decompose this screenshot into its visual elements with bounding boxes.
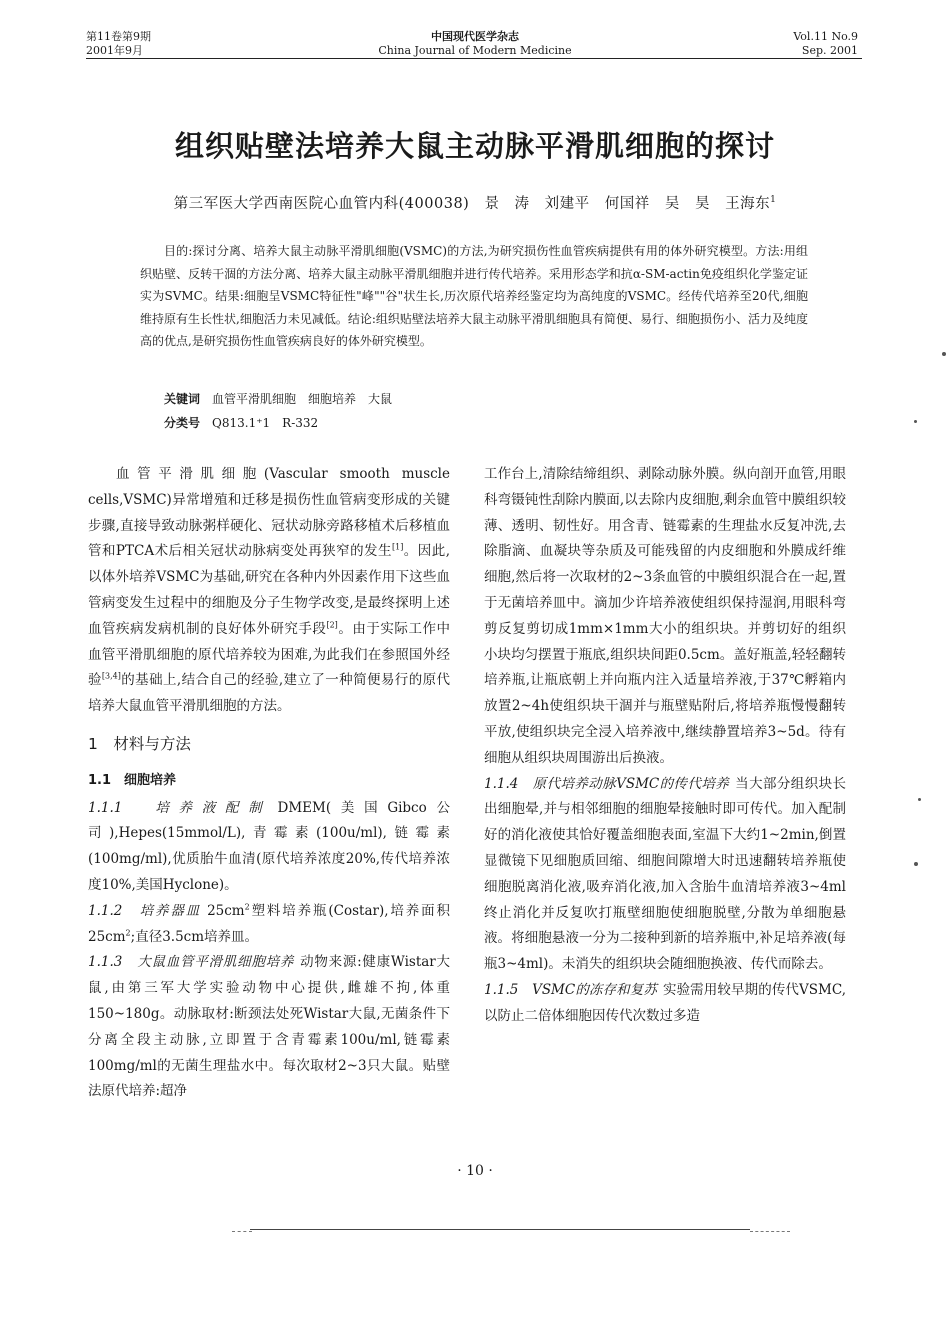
paragraph-continued: 工作台上,清除结缔组织、剥除动脉外膜。纵向剖开血管,用眼科弯镊钝性刮除内膜面,以去除内皮细胞,剩余血管中膜组织较薄、透明、韧性好。用含青、链霉素的生理盐水反复冲洗,去除脂滴、血凝块等杂质及可能残留的内皮细胞和外膜成纤维细胞,然后将一次取材的2~3条血管的中膜组织混合在一起,置于无菌培养皿中。滴加少许培养液使组织保持湿润,用眼科弯剪反复剪切成1mm×1mm大小的组织块。并剪切好的组织小块均匀摆置于瓶底,组织块间距0.5cm。盖好瓶盖,轻轻翻转培养瓶,让瓶底朝上并向瓶内注入适量培养液,于37℃孵箱内放置2~4h使组织块干涸并与瓶壁贴附后,将培养瓶慢慢翻转平放,使组织块完全浸入培养液中,继续静置培养3~5d。待有细胞从组织块周围游出后换液。	[484, 466, 846, 766]
paragraph-1-1-1: 1.1.1 培养液配制 DMEM(美国Gibco公司),Hepes(15mmol/L),青霉素(100u/ml),链霉素(100mg/ml),优质胎牛血清(原代培养浓度20%,传代培养浓度10%,美国Hyclone)。	[88, 799, 450, 893]
footer-dash-left	[232, 1231, 252, 1232]
paragraph-1-1-4-heading: 1.1.4 原代培养动脉VSMC的传代培养	[484, 775, 730, 792]
paragraph-1-1-2-heading: 1.1.2 培养器皿	[88, 902, 202, 919]
paragraph-1-1-3: 1.1.3 大鼠血管平滑肌细胞培养 动物来源:健康Wistar大鼠,由第三军大学实验动物中心提供,雌雄不拘,体重150~180g。动脉取材:断颈法处死Wistar大鼠,无菌条件下分离全段主动脉,立即置于含青霉素100u/ml,链霉素100mg/ml的无菌生理盐水中。每次取材2~3只大鼠。贴壁法原代培养:超净	[88, 954, 450, 1100]
citation-3-4: [3,4]	[101, 671, 121, 681]
section-heading-1: 1 材料与方法	[88, 734, 191, 753]
scan-speck	[942, 352, 946, 356]
left-column	[88, 462, 450, 1105]
citation-1: [1]	[392, 542, 404, 552]
paragraph-1-1-1-heading: 1.1.1 培养液配制	[88, 799, 272, 816]
citation-2: [2]	[326, 620, 338, 630]
author-superscript: 1	[770, 195, 777, 206]
authors: 景 涛 刘建平 何国祥 吴 昊 王海东	[484, 196, 771, 212]
classification-number: Q813.1⁺1 R-332	[212, 416, 319, 430]
scan-speck	[914, 862, 918, 866]
page-number: · 10 ·	[457, 1163, 493, 1179]
scan-speck	[914, 420, 917, 423]
paragraph-1-1-2: 1.1.2 培养器皿 $25cm^2$塑料培养瓶(Costar),培养面积$25cm^2$;直径3.5cm培养皿。	[88, 902, 451, 945]
footer-dash-right	[750, 1231, 790, 1232]
journal-name-cn: 中国现代医学杂志	[431, 30, 519, 43]
footer-rule	[250, 1229, 750, 1230]
header-divider	[86, 58, 862, 59]
header-vol-en: Vol.11 No.9	[793, 30, 858, 43]
paragraph-1-1-3-heading: 1.1.3 大鼠血管平滑肌细胞培养	[88, 954, 295, 971]
classification-label: 分类号	[164, 416, 201, 430]
journal-name-en: China Journal of Modern Medicine	[378, 44, 572, 57]
abstract: 目的:探讨分离、培养大鼠主动脉平滑肌细胞(VSMC)的方法,为研究损伤性血管疾病提供有用的体外研究模型。方法:用组织贴壁、反转干涸的方法分离、培养大鼠主动脉平滑肌细胞并进行传代培养。采用形态学和抗α-SM-actin免疫组织化学鉴定证实为SVMC。结果:细胞呈VSMC特征性"峰""谷"状生长,历次原代培养经鉴定均为高纯度的VSMC。经传代培养至20代,细胞维持原有生长性状,细胞活力未见减低。结论:组织贴壁法培养大鼠主动脉平滑肌细胞具有简便、易行、细胞损伤小、活力及纯度高的优点,是研究损伤性血管疾病良好的体外研究模型。	[140, 244, 808, 348]
scan-speck	[918, 798, 921, 801]
paragraph-1-1-4: 1.1.4 原代培养动脉VSMC的传代培养 当大部分组织块长出细胞晕,并与相邻细胞的细胞晕接触时即可传代。加入配制好的消化液使其恰好覆盖细胞表面,室温下大约1~2min,倒置显微镜下见细胞质回缩、细胞间隙增大时迅速翻转培养瓶使细胞脱离消化液,吸弃消化液,加入含胎牛血清培养液3~4ml终止消化并反复吹打瓶壁细胞使细胞脱壁,分散为单细胞悬液。将细胞悬液一分为二接种到新的培养瓶中,补足培养液(每瓶3~4ml)。未消失的组织块会随细胞换液、传代而除去。	[484, 775, 847, 973]
header-volume-en	[793, 30, 858, 58]
intro-paragraph: 血管平滑肌细胞(Vascular smooth muscle cells,VSMC)异常增殖和迁移是损伤性血管病变形成的关键步骤,直接导致动脉粥样硬化、冠状动脉旁路移植术后移植血管和PTCA术后相关冠状动脉病变处再狭窄的发生[1]。因此,以体外培养VSMC为基础,研究在各种内外因素作用下这些血管病变发生过程中的细胞及分子生物学改变,是最终探明上述血管疾病发病机制的良好体外研究手段[2]。由于实际工作中血管平滑肌细胞的原代培养较为困难,为此我们在参照国外经验[3,4]的基础上,结合自己的经验,建立了一种简便易行的原代培养大鼠血管平滑肌细胞的方法。	[88, 466, 451, 715]
paragraph-1-1-5-heading: 1.1.5 VSMC的冻存和复苏	[484, 981, 657, 998]
header-date-en: Sep. 2001	[801, 44, 858, 57]
keywords-text: 血管平滑肌细胞 细胞培养 大鼠	[212, 392, 393, 406]
subsection-heading-1-1: 1.1 细胞培养	[88, 772, 177, 788]
keywords-label: 关键词	[164, 392, 201, 406]
paragraph-1-1-5: 1.1.5 VSMC的冻存和复苏 实验需用较早期的传代VSMC,以防止二倍体细胞因传代次数过多造	[484, 981, 846, 1024]
affiliation: 第三军医大学西南医院心血管内科(400038)	[173, 196, 470, 212]
keywords	[164, 390, 392, 407]
header-volume-cn: 第11卷第9期	[86, 30, 151, 43]
classification	[164, 414, 318, 431]
affiliation-line	[0, 192, 950, 213]
right-column	[484, 462, 846, 1030]
header-date-cn: 2001年9月	[86, 44, 143, 57]
article-title: 组织贴壁法培养大鼠主动脉平滑肌细胞的探讨	[174, 129, 775, 163]
